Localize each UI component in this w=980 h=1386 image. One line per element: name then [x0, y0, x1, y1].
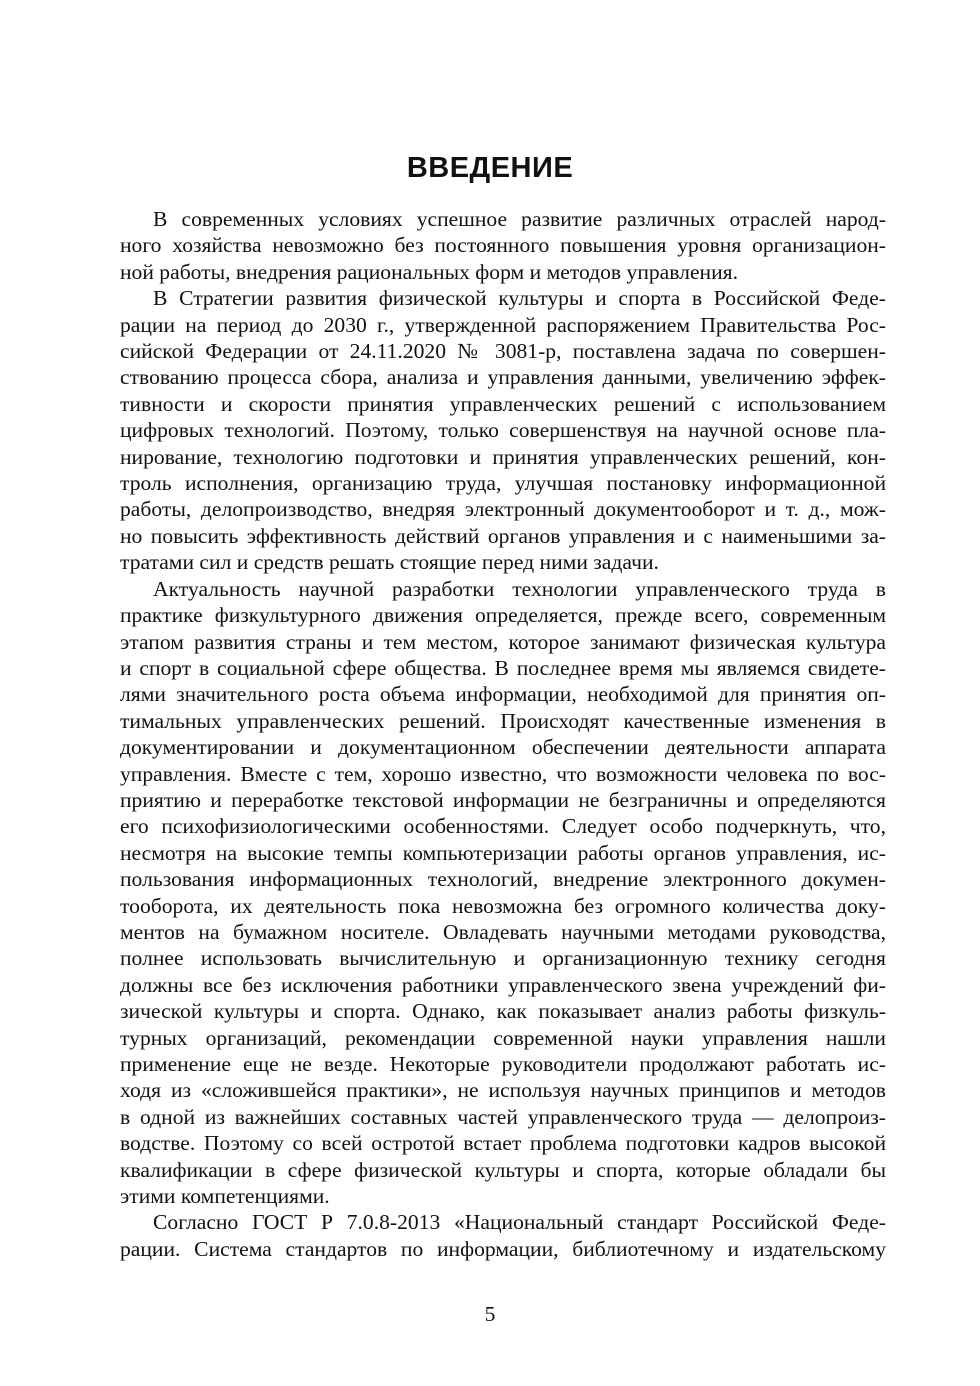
- text-line: Согласно ГОСТ Р 7.0.8-2013 «Национальный стандарт Российской Феде-: [153, 1210, 886, 1235]
- text-line: водстве. Поэтому со всей остротой встает проблема подготовки кадров высокой: [120, 1131, 886, 1156]
- text-line: В современных условиях успешное развитие различных отраслей народ-: [153, 207, 886, 231]
- paragraph: [120, 206, 886, 285]
- text-line: ментов на бумажном носителе. Овладевать научными методами руководства,: [120, 919, 886, 944]
- text-line: зической культуры и спорта. Однако, как показывает анализ работы физкуль-: [120, 999, 886, 1024]
- text-line: несмотря на высокие темпы компьютеризации работы органов управления, ис-: [120, 840, 886, 865]
- text-line: тивности и скорости принятия управленческих решений с использованием: [120, 391, 886, 416]
- text-line: Актуальность научной разработки технологии управленческого труда в: [153, 576, 886, 601]
- page-number: 5: [484, 1302, 496, 1326]
- text-line: работы, делопроизводство, внедряя электронный документооборот и т. д., мож-: [120, 497, 886, 522]
- text-line: в одной из важнейших составных частей управленческого труда — делопроиз-: [120, 1104, 886, 1129]
- text-line: но повысить эффективность действий органов управления и с наименьшими за-: [120, 523, 886, 548]
- text-line: сийской Федерации от 24.11.2020 № 3081-р, поставлена задача по совершен-: [120, 339, 886, 364]
- body-text: [120, 206, 886, 1262]
- text-line: турных организаций, рекомендации современной науки управления нашли: [120, 1025, 886, 1050]
- text-line: управления. Вместе с тем, хорошо известно, что возможности человека по вос-: [120, 761, 886, 786]
- text-line: и спорт в социальной сфере общества. В последнее время мы являемся свидете-: [120, 655, 886, 680]
- text-line: троль исполнения, организацию труда, улучшая постановку информационной: [120, 471, 886, 496]
- text-line: практике физкультурного движения определяется, прежде всего, современным: [120, 603, 886, 628]
- text-line: ной работы, внедрения рациональных форм и методов управления.: [120, 259, 738, 284]
- text-line: его психофизиологическими особенностями. Следует особо подчеркнуть, что,: [120, 814, 886, 839]
- text-line: полнее использовать вычислительную и организационную технику сегодня: [120, 946, 886, 971]
- text-line: ходя из «сложившейся практики», не используя научных принципов и методов: [120, 1078, 886, 1103]
- text-line: цифровых технологий. Поэтому, только совершенствуя на научной основе пла-: [120, 418, 886, 443]
- text-line: В Стратегии развития физической культуры и спорта в Российской Феде-: [153, 286, 886, 311]
- text-line: нирование, технологию подготовки и принятия управленческих решений, кон-: [120, 444, 886, 469]
- text-line: применение еще не везде. Некоторые руководители продолжают работать ис-: [120, 1052, 886, 1076]
- text-line: ного хозяйства невозможно без постоянного повышения уровня организацион-: [120, 233, 886, 258]
- text-line: тимальных управленческих решений. Происходят качественные изменения в: [120, 708, 886, 733]
- page-title: ВВЕДЕНИЕ: [406, 152, 574, 184]
- text-line: пользования информационных технологий, внедрение электронного докумен-: [120, 867, 886, 892]
- text-line: документировании и документационном обеспечении деятельности аппарата: [120, 735, 886, 760]
- text-line: приятию и переработке текстовой информации не безграничны и определяются: [120, 787, 886, 812]
- text-line: рации на период до 2030 г., утвержденной распоряжением Правительства Рос-: [120, 312, 886, 337]
- text-line: рации. Система стандартов по информации, библиотечному и издательскому: [120, 1236, 886, 1261]
- paragraph: [120, 1209, 886, 1262]
- text-line: лями значительного роста объема информации, необходимой для принятия оп-: [120, 682, 886, 707]
- text-line: этими компетенциями.: [120, 1184, 330, 1209]
- paragraph: [120, 576, 886, 1210]
- paragraph: [120, 285, 886, 575]
- text-line: этапом развития страны и тем местом, которое занимают физическая культура: [120, 629, 886, 654]
- text-line: тратами сил и средств решать стоящие перед ними задачи.: [120, 550, 659, 575]
- text-line: ствованию процесса сбора, анализа и управления данными, увеличению эффек-: [120, 365, 886, 390]
- text-line: квалификации в сфере физической культуры и спорта, которые обладали бы: [120, 1157, 886, 1182]
- text-line: должны все без исключения работники управленческого звена учреждений фи-: [120, 972, 886, 997]
- text-line: тооборота, их деятельность пока невозможна без огромного количества доку-: [120, 893, 886, 918]
